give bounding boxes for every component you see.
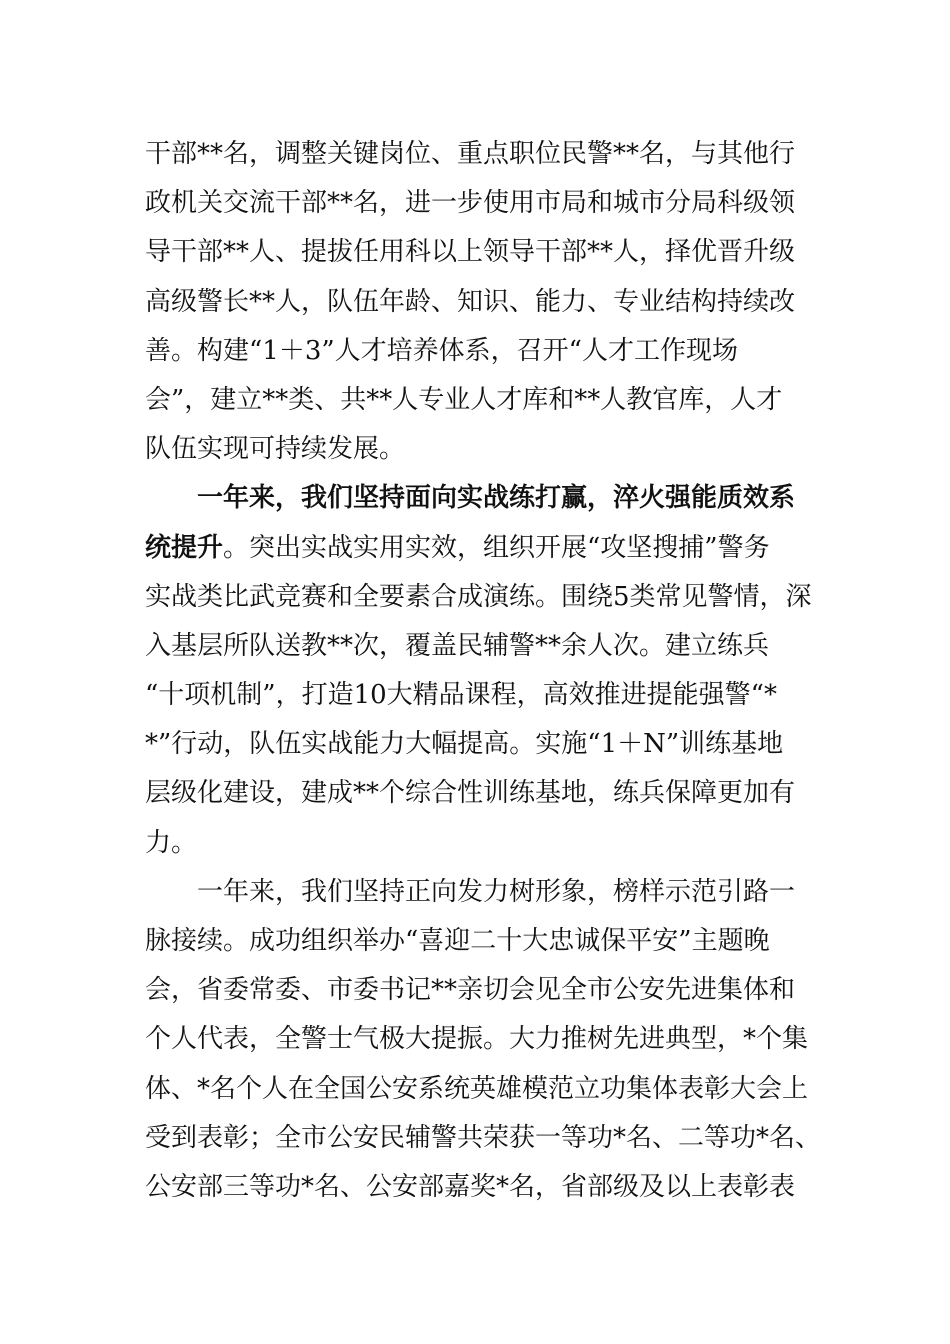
text-line bbox=[145, 228, 825, 277]
text-line bbox=[145, 474, 825, 523]
text-line bbox=[145, 1015, 825, 1064]
text-line bbox=[145, 376, 825, 425]
text-line bbox=[145, 524, 825, 573]
text-run: 体、*名个人在全国公安系统英雄模范立功集体表彰大会上 bbox=[145, 1073, 809, 1104]
text-line bbox=[145, 622, 825, 671]
text-run: 会”，建立**类、共**人专业人才库和**人教官库，人才 bbox=[145, 384, 783, 415]
text-run: 力。 bbox=[145, 827, 198, 858]
paragraph-2 bbox=[145, 474, 825, 868]
text-run: 个人代表，全警士气极大提振。大力推树先进典型，*个集 bbox=[145, 1024, 809, 1055]
text-line bbox=[145, 966, 825, 1015]
text-run: 政机关交流干部**名，进一步使用市局和城市分局科级领 bbox=[145, 188, 796, 219]
text-run: “十项机制”，打造10大精品课程，高效推进提能强警“* bbox=[145, 680, 777, 711]
text-run: 一年来，我们坚持正向发力树形象，榜样示范引路一 bbox=[145, 876, 796, 907]
text-run: *”行动，队伍实战能力大幅提高。实施“1＋N”训练基地 bbox=[145, 729, 784, 760]
text-run: 实战类比武竞赛和全要素合成演练。围绕5类常见警情，深 bbox=[145, 581, 812, 612]
paragraph-3 bbox=[145, 868, 825, 1212]
text-line bbox=[145, 1114, 825, 1163]
text-line bbox=[145, 1065, 825, 1114]
text-run: 会，省委常委、市委书记**亲切会见全市公安先进集体和 bbox=[145, 975, 796, 1006]
text-run: 导干部**人、提拔任用科以上领导干部**人，择优晋升级 bbox=[145, 237, 796, 268]
text-line bbox=[145, 278, 825, 327]
text-line bbox=[145, 819, 825, 868]
bold-heading-run: 一年来，我们坚持面向实战练打赢，淬火强能质效系 bbox=[145, 483, 796, 514]
text-line bbox=[145, 917, 825, 966]
text-run: 入基层所队送教**次，覆盖民辅警**余人次。建立练兵 bbox=[145, 630, 770, 661]
text-line bbox=[145, 130, 825, 179]
text-run: 层级化建设，建成**个综合性训练基地，练兵保障更加有 bbox=[145, 778, 796, 809]
document-body bbox=[145, 130, 825, 1212]
paragraph-1 bbox=[145, 130, 825, 474]
text-line bbox=[145, 1163, 825, 1212]
text-line bbox=[145, 671, 825, 720]
text-line bbox=[145, 327, 825, 376]
text-run: 队伍实现可持续发展。 bbox=[145, 434, 406, 465]
text-line bbox=[145, 868, 825, 917]
text-line bbox=[145, 179, 825, 228]
text-line bbox=[145, 573, 825, 622]
bold-heading-run: 统提升 bbox=[145, 532, 224, 563]
text-run: 高级警长**人，队伍年龄、知识、能力、专业结构持续改 bbox=[145, 286, 796, 317]
text-run: 善。构建“1＋3”人才培养体系，召开“人才工作现场 bbox=[145, 335, 738, 366]
text-line bbox=[145, 720, 825, 769]
text-run: 干部**名，调整关键岗位、重点职位民警**名，与其他行 bbox=[145, 139, 796, 169]
text-run: 。突出实战实用实效，组织开展“攻坚搜捕”警务 bbox=[223, 532, 770, 563]
text-run: 脉接续。成功组织举办“喜迎二十大忠诚保平安”主题晚 bbox=[145, 926, 770, 956]
text-run: 受到表彰；全市公安民辅警共荣获一等功*名、二等功*名、 bbox=[145, 1122, 822, 1153]
text-line bbox=[145, 769, 825, 818]
text-run: 公安部三等功*名、公安部嘉奖*名，省部级及以上表彰表 bbox=[145, 1171, 796, 1202]
text-line bbox=[145, 425, 825, 474]
